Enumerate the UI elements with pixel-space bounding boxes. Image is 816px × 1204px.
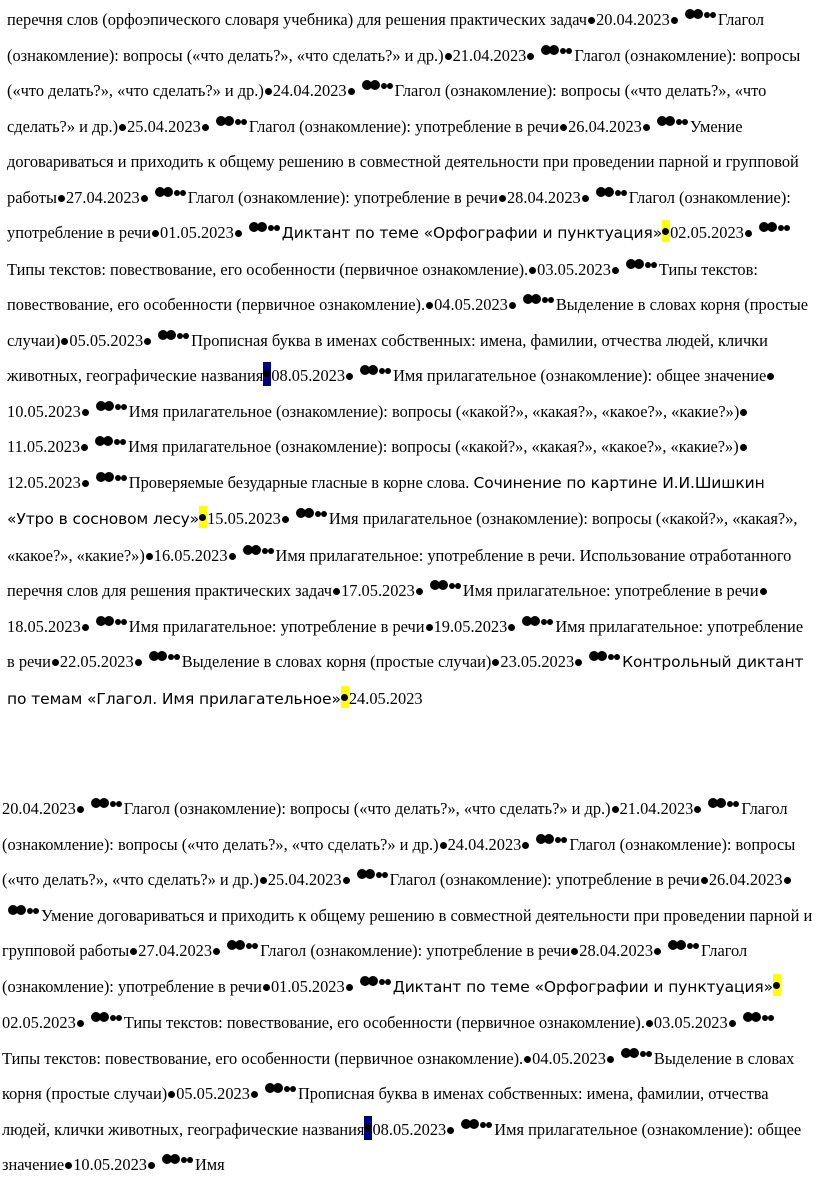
bullet-dot-icon: [447, 1127, 454, 1134]
lesson-date: 16.05.2023: [153, 545, 228, 565]
dots-cluster-icon: [91, 1012, 121, 1024]
lesson-entry: [66, 188, 507, 207]
yellow-highlight-marker: [199, 506, 207, 528]
lesson-date: 01.05.2023: [270, 976, 345, 996]
lesson-date: 26.04.2023: [708, 870, 783, 889]
yellow-highlight-marker: [773, 974, 781, 996]
bullet-dot-icon: [82, 624, 89, 631]
bullet-dot-icon: [426, 302, 433, 309]
bullet-dot-icon: [144, 338, 151, 345]
bullet-dot-icon: [588, 17, 595, 24]
bullet-dot-icon: [135, 659, 142, 666]
lesson-topic: Глагол (ознакомление): употребление в речи: [389, 870, 700, 889]
lesson-topic: Типы текстов: повествование, его особенности (первичное ознакомление).: [123, 1013, 645, 1032]
bullet-dot-icon: [662, 228, 669, 235]
dots-cluster-icon: [91, 798, 121, 810]
bullet-dot-icon: [509, 302, 516, 309]
lesson-date: 03.05.2023: [653, 1013, 728, 1032]
bullet-dot-icon: [235, 230, 242, 237]
lesson-date: 25.04.2023: [267, 870, 342, 889]
bullet-dot-icon: [346, 984, 353, 991]
dots-cluster-icon: [162, 1154, 192, 1166]
lesson-date: 05.05.2023: [176, 1084, 250, 1103]
bullet-dot-icon: [229, 553, 236, 560]
lesson-entry: [60, 652, 500, 671]
lesson-topic: Имя прилагательное: употребление в речи. Использование отработанного перечня слов для решения практических задач: [7, 545, 792, 600]
lesson-entry: [2, 1013, 654, 1032]
lesson-entry: [7, 437, 748, 456]
dots-cluster-icon: [8, 905, 38, 917]
bullet-dot-icon: [612, 806, 619, 813]
bullet-dot-icon: [646, 1020, 653, 1027]
dots-cluster-icon: [96, 472, 126, 484]
lesson-topic: Проверяемые безударные гласные в корне слова.: [128, 472, 474, 492]
dots-cluster-icon: [626, 259, 656, 271]
bullet-dot-icon: [773, 982, 780, 989]
bullet-dot-icon: [152, 230, 159, 237]
lesson-topic: Имя прилагательное: употребление в речи: [7, 616, 804, 671]
lesson-entry: [138, 941, 579, 960]
lesson-topic: Глагол (ознакомление): употребление в речи: [248, 116, 560, 136]
lesson-topic: Глагол (ознакомление): употребление в речи: [2, 941, 748, 996]
lesson-date: 24.04.2023: [447, 834, 522, 854]
lesson-entry: [160, 223, 670, 242]
dots-cluster-icon: [96, 401, 126, 413]
bullet-dot-icon: [607, 1056, 614, 1063]
lesson-topic: Выделение в словах корня (простые случаи): [7, 295, 809, 350]
lesson-topic: Прописная буква в именах собственных: имена, фамилии, отчества людей, клички животных, географические названия: [2, 1084, 769, 1139]
lesson-topic: Диктант по теме «Орфографии и пунктуация»: [392, 977, 774, 996]
lesson-topic: Глагол (ознакомление): употребление в речи: [260, 941, 571, 960]
dots-cluster-icon: [296, 508, 326, 520]
lesson-date: 28.04.2023: [506, 187, 581, 207]
dots-cluster-icon: [708, 798, 738, 810]
lesson-date: 23.05.2023: [500, 652, 575, 671]
lesson-date: 26.04.2023: [568, 116, 642, 136]
bullet-dot-icon: [61, 338, 68, 345]
bullet-dot-icon: [263, 370, 270, 377]
bullet-dot-icon: [119, 124, 126, 131]
lesson-topic: Имя прилагательное (ознакомление): вопросы («какой?», «какая?», «какое?», «какие?»): [7, 509, 798, 565]
bullet-dot-icon: [260, 877, 267, 884]
lesson-topic-emphasis: Сочинение по картине И.И.Шишкин «Утро в сосновом лесу»: [7, 473, 765, 528]
lesson-entry: [341, 581, 768, 600]
dots-cluster-icon: [759, 222, 789, 234]
bullet-dot-icon: [612, 267, 619, 274]
bullet-dot-icon: [575, 659, 582, 666]
bullet-dot-icon: [82, 409, 89, 416]
lesson-topic: Контрольный диктант по темам «Глагол. Имя прилагательное»: [7, 653, 804, 708]
lesson-date: 10.05.2023: [73, 1155, 147, 1174]
dots-cluster-icon: [522, 616, 552, 628]
lesson-topic: Глагол (ознакомление): вопросы («что делать?», «что сделать?» и др.): [7, 81, 767, 136]
lesson-date: 04.05.2023: [434, 295, 508, 314]
bullet-dot-icon: [146, 553, 153, 560]
lesson-plan-block-2: [2, 791, 813, 1183]
lesson-topic: Имя прилагательное: употребление в речи: [462, 581, 759, 600]
lesson-date: 01.05.2023: [160, 223, 234, 242]
dots-cluster-icon: [357, 869, 387, 881]
dots-cluster-icon: [541, 45, 571, 57]
bullet-dot-icon: [333, 588, 340, 595]
bullet-dot-icon: [643, 124, 650, 131]
lesson-entry: [2, 799, 620, 818]
bullet-dot-icon: [694, 806, 701, 813]
bullet-dot-icon: [77, 806, 84, 813]
lesson-topic: Выделение в словах корня (простые случаи): [2, 1048, 795, 1103]
lesson-date: 10.05.2023: [7, 401, 81, 421]
dots-cluster-icon: [461, 1119, 491, 1131]
bullet-dot-icon: [527, 53, 534, 60]
lesson-topic: Имя прилагательное (ознакомление): вопросы («какой?», «какая?», «какое?», «какие?»): [128, 437, 739, 456]
dots-cluster-icon: [158, 330, 188, 342]
lesson-topic: Глагол (ознакомление): вопросы («что делать?», «что сделать?» и др.): [7, 45, 801, 100]
bullet-dot-icon: [148, 1162, 155, 1169]
bullet-dot-icon: [82, 480, 89, 487]
dots-cluster-icon: [360, 365, 390, 377]
dots-cluster-icon: [227, 940, 257, 952]
lesson-date: 02.05.2023: [2, 1013, 76, 1032]
lesson-date: 15.05.2023: [207, 509, 281, 528]
bullet-dot-icon: [348, 88, 355, 95]
lesson-entry: [127, 117, 568, 136]
lesson-topic: Умение договариваться и приходить к общему решению в совместной деятельности при проведении парной и групповой работы: [2, 905, 813, 960]
bullet-dot-icon: [52, 659, 59, 666]
lesson-date: 02.05.2023: [670, 223, 744, 242]
dots-cluster-icon: [657, 116, 687, 128]
navy-highlight-marker: [263, 362, 271, 386]
bullet-dot-icon: [508, 624, 515, 631]
dots-cluster-icon: [249, 222, 279, 234]
bullet-dot-icon: [364, 1124, 371, 1131]
lesson-date: 25.04.2023: [127, 116, 201, 136]
lesson-entry: [271, 366, 775, 385]
lesson-date: 24.05.2023: [348, 688, 423, 708]
lesson-date: 11.05.2023: [7, 437, 81, 456]
lesson-date: 05.05.2023: [69, 330, 144, 350]
dots-cluster-icon: [95, 436, 125, 448]
bullet-dot-icon: [202, 124, 209, 131]
lesson-date: 03.05.2023: [537, 259, 611, 279]
lesson-date: 22.05.2023: [59, 652, 134, 671]
lesson-topic: Глагол (ознакомление): вопросы («что делать?», «что сделать?» и др.): [2, 834, 796, 889]
lesson-topic: Типы текстов: повествование, его особенности (первичное ознакомление).: [7, 259, 529, 279]
bullet-dot-icon: [582, 195, 589, 202]
lesson-topic: Прописная буква в именах собственных: имена, фамилии, отчества людей, клички животных, географические названия: [7, 330, 768, 385]
bullet-dot-icon: [499, 195, 506, 202]
lesson-topic: Глагол (ознакомление): употребление в речи: [187, 187, 498, 207]
lesson-date: 28.04.2023: [579, 941, 654, 960]
bullet-dot-icon: [426, 624, 433, 631]
lesson-topic: Диктант по теме «Орфографии и пунктуация»: [281, 224, 663, 242]
bullet-dot-icon: [524, 1056, 531, 1063]
bullet-dot-icon: [560, 124, 567, 131]
bullet-dot-icon: [745, 230, 752, 237]
bullet-dot-icon: [701, 877, 708, 884]
bullet-dot-icon: [341, 694, 348, 701]
bullet-dot-icon: [168, 1091, 175, 1098]
lesson-entry: [268, 870, 709, 889]
bullet-dot-icon: [671, 17, 678, 24]
bullet-dot-icon: [784, 877, 791, 884]
bullet-dot-icon: [199, 514, 206, 521]
lesson-date: 21.04.2023: [619, 799, 694, 818]
dots-cluster-icon: [536, 834, 566, 846]
bullet-dot-icon: [740, 409, 747, 416]
dots-cluster-icon: [96, 616, 126, 628]
lesson-topic: Глагол (ознакомление): употребление в речи: [7, 187, 791, 242]
bullet-dot-icon: [251, 1091, 258, 1098]
yellow-highlight-marker: [341, 686, 349, 708]
dots-cluster-icon: [596, 187, 626, 199]
dots-cluster-icon: [265, 1083, 295, 1095]
dots-cluster-icon: [149, 651, 179, 663]
lesson-date: 17.05.2023: [341, 581, 415, 600]
bullet-dot-icon: [522, 842, 529, 849]
lesson-topic: Выделение в словах корня (простые случаи): [181, 652, 492, 671]
bullet-dot-icon: [760, 588, 767, 595]
navy-highlight-marker: [364, 1116, 372, 1140]
dots-cluster-icon: [360, 976, 390, 988]
lesson-date: 08.05.2023: [372, 1119, 447, 1139]
bullet-dot-icon: [445, 53, 452, 60]
dots-cluster-icon: [430, 580, 460, 592]
lesson-date: 21.04.2023: [452, 45, 527, 65]
bullet-dot-icon: [263, 984, 270, 991]
bullet-dot-icon: [343, 877, 350, 884]
lesson-date: 27.04.2023: [138, 941, 213, 960]
lead-text: перечня слов (орфоэпического словаря учебника) для решения практических задач: [7, 10, 588, 29]
dots-cluster-icon: [621, 1048, 651, 1060]
dots-cluster-icon: [243, 545, 273, 557]
lesson-topic: Глагол (ознакомление): вопросы («что делать?», «что сделать?» и др.): [7, 10, 764, 65]
lesson-topic: Имя прилагательное (ознакомление): общее значение: [393, 366, 767, 385]
lesson-entry: [271, 977, 781, 996]
dots-cluster-icon: [155, 187, 185, 199]
bullet-dot-icon: [77, 1020, 84, 1027]
bullet-dot-icon: [729, 1020, 736, 1027]
dots-cluster-icon: [589, 651, 619, 663]
bullet-dot-icon: [492, 659, 499, 666]
lesson-date: 20.04.2023: [2, 799, 76, 818]
bullet-dot-icon: [58, 195, 65, 202]
lesson-topic: Имя прилагательное (ознакомление): вопросы («какой?», «какая?», «какое?», «какие?»): [128, 401, 740, 421]
bullet-dot-icon: [654, 948, 661, 955]
lesson-topic: Типы текстов: повествование, его особенности (первичное ознакомление).: [7, 259, 758, 314]
lesson-date: 19.05.2023: [433, 616, 508, 636]
lesson-topic: Имя прилагательное (ознакомление): общее значение: [2, 1119, 802, 1174]
lesson-date: 04.05.2023: [532, 1048, 606, 1068]
lesson-topic: Типы текстов: повествование, его особенности (первичное ознакомление).: [2, 1048, 524, 1068]
lesson-topic: Имя прилагательное: употребление в речи: [128, 616, 425, 636]
dots-cluster-icon: [523, 294, 553, 306]
lesson-topic: Имя: [194, 1155, 225, 1174]
bullet-dot-icon: [265, 88, 272, 95]
dots-cluster-icon: [216, 116, 246, 128]
bullet-dot-icon: [529, 267, 536, 274]
lesson-entry: [7, 402, 748, 421]
lesson-plan-block-1: [7, 2, 813, 717]
bullet-dot-icon: [346, 373, 353, 380]
lesson-topic: Умение договариваться и приходить к общему решению в совместной деятельности при проведении парной и групповой работы: [7, 116, 799, 207]
dots-cluster-icon: [362, 80, 392, 92]
lesson-date: 12.05.2023: [7, 472, 81, 492]
bullet-dot-icon: [440, 842, 447, 849]
lesson-date: 20.04.2023: [596, 10, 670, 29]
bullet-dot-icon: [571, 948, 578, 955]
dots-cluster-icon: [668, 940, 698, 952]
lesson-date: 08.05.2023: [271, 366, 346, 385]
bullet-dot-icon: [65, 1162, 72, 1169]
lesson-entry: [7, 617, 434, 636]
bullet-dot-icon: [81, 444, 88, 451]
bullet-dot-icon: [416, 588, 423, 595]
bullet-dot-icon: [213, 948, 220, 955]
bullet-dot-icon: [282, 516, 289, 523]
bullet-dot-icon: [130, 948, 137, 955]
lesson-date: 18.05.2023: [7, 616, 81, 636]
dots-cluster-icon: [685, 9, 715, 21]
yellow-highlight-marker: [662, 220, 670, 242]
lesson-entry: [73, 1155, 225, 1174]
lesson-topic: Глагол (ознакомление): вопросы («что делать?», «что сделать?» и др.): [2, 799, 788, 854]
bullet-dot-icon: [740, 444, 747, 451]
bullet-dot-icon: [141, 195, 148, 202]
lesson-date: 27.04.2023: [65, 187, 140, 207]
lesson-topic: Глагол (ознакомление): вопросы («что делать?», «что сделать?» и др.): [123, 799, 611, 818]
dots-cluster-icon: [743, 1012, 773, 1024]
bullet-dot-icon: [767, 373, 774, 380]
lesson-date: 24.04.2023: [272, 81, 347, 100]
